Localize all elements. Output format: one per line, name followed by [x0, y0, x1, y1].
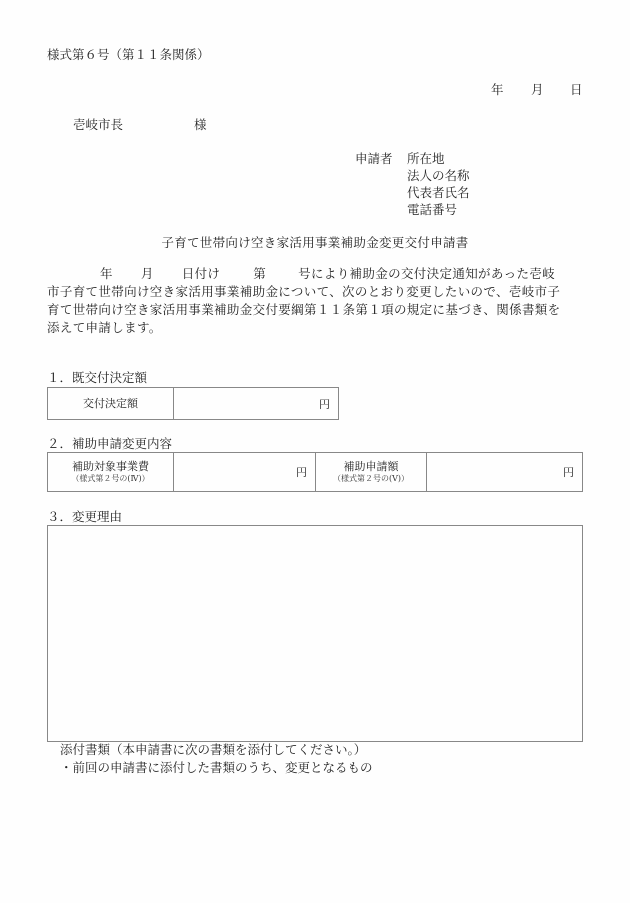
addressee-honorific: 様	[194, 117, 207, 132]
attachments-heading: 添付書類（本申請書に次の書類を添付してください。）	[60, 742, 367, 757]
approved-amount-label-cell	[48, 388, 174, 419]
change-content-table	[47, 452, 583, 492]
body-line1-rest: 号により補助金の交付決定通知があった壱岐	[298, 266, 556, 281]
section2-heading: ２．補助申請変更内容	[47, 436, 173, 451]
section3-heading: ３．変更理由	[47, 509, 123, 524]
approved-amount-input[interactable]	[174, 388, 338, 419]
eligible-cost-input[interactable]	[174, 453, 316, 491]
applicant-field-address: 所在地	[407, 151, 445, 166]
change-reason-textarea[interactable]	[47, 525, 583, 742]
applicant-field-corp-name: 法人の名称	[407, 168, 470, 183]
applicant-label: 申請者	[355, 151, 393, 166]
body-line-4: 添えて申請します。	[47, 320, 162, 335]
body-year: 年	[100, 266, 113, 281]
section1-heading: １．既交付決定額	[47, 370, 148, 385]
requested-amount-input[interactable]	[427, 453, 582, 491]
requested-amount-label: 補助申請額	[343, 460, 399, 473]
body-number-prefix: 第	[253, 266, 267, 281]
document-title: 子育て世帯向け空き家活用事業補助金変更交付申請書	[161, 235, 469, 250]
eligible-cost-label: 補助対象事業費	[72, 460, 149, 473]
eligible-cost-label-cell	[48, 453, 174, 491]
date-day-label: 日	[570, 82, 583, 97]
approved-amount-label: 交付決定額	[83, 396, 138, 410]
body-line-2: 市子育て世帯向け空き家活用事業補助金について、次のとおり変更したいので、壱岐市子	[47, 284, 561, 299]
requested-amount-label-cell	[316, 453, 427, 491]
addressee-name: 壱岐市長	[73, 117, 124, 132]
applicant-field-representative: 代表者氏名	[407, 185, 470, 200]
eligible-cost-sublabel: （様式第２号の(Ⅳ)）	[71, 474, 150, 483]
body-line-1	[47, 265, 587, 283]
date-year-label: 年	[491, 82, 504, 97]
date-month-label: 月	[531, 82, 544, 97]
body-line-3: 育て世帯向け空き家活用事業補助金交付要綱第１１条第１項の規定に基づき、関係書類を	[47, 302, 561, 317]
body-day-dated: 日付け	[181, 266, 221, 281]
body-month: 月	[140, 266, 154, 281]
approved-amount-unit: 円	[319, 397, 330, 411]
requested-amount-sublabel: （様式第２号の(Ⅴ)）	[332, 474, 410, 483]
attachment-item: ・前回の申請書に添付した書類のうち、変更となるもの	[60, 760, 373, 775]
form-number: 様式第６号（第１１条関係）	[47, 47, 210, 62]
applicant-field-phone: 電話番号	[407, 202, 458, 217]
requested-amount-unit: 円	[563, 466, 574, 479]
eligible-cost-unit: 円	[296, 466, 307, 479]
body-paragraph	[47, 265, 587, 337]
approved-amount-table	[47, 387, 339, 420]
